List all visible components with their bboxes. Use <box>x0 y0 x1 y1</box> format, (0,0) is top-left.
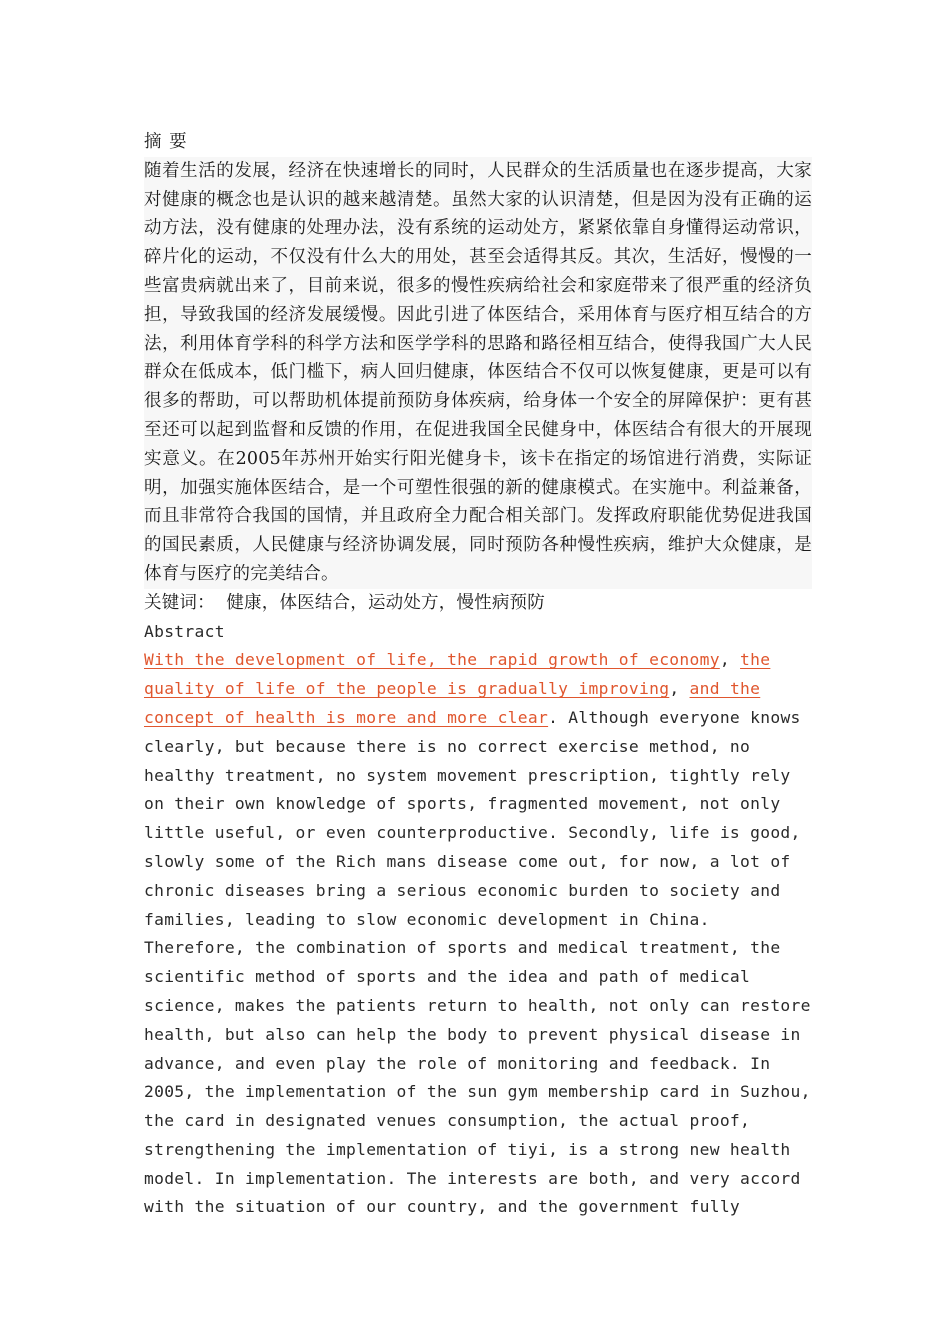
document-content <box>144 128 812 1222</box>
abstract-heading-en: Abstract <box>144 621 225 641</box>
separator-2: , <box>669 679 690 699</box>
highlighted-phrase-2: the quality of life of the people is gradually improving <box>144 650 771 699</box>
keywords-label: 关键词： <box>144 592 215 613</box>
abstract-body-cn: 随着生活的发展，经济在快速增长的同时，人民群众的生活质量也在逐步提高，大家对健康的概念也是认识的越来越清楚。虽然大家的认识清楚，但是因为没有正确的运动方法，没有健康的处理办法，没有系统的运动处方，紧紧依靠自身懂得运动常识，碎片化的运动，不仅没有什么大的用处，甚至会适得其反。其次，生活好，慢慢的一些富贵病就出来了，目前来说，很多的慢性疾病给社会和家庭带来了很严重的经济负担，导致我国的经济发展缓慢。因此引进了体医结合，采用体育与医疗相互结合的方法，利用体育学科的科学方法和医学学科的思路和路径相互结合，使得我国广大人民群众在低成本，低门槛下，病人回归健康，体医结合不仅可以恢复健康，更是可以有很多的帮助，可以帮助机体提前预防身体疾病，给身体一个安全的屏障保护：更有甚至还可以起到监督和反馈的作用，在促进我国全民健身中，体医结合有很大的开展现实意义。在2005年苏州开始实行阳光健身卡，该卡在指定的场馆进行消费，实际证明，加强实施体医结合，是一个可塑性很强的新的健康模式。在实施中。利益兼备，而且非常符合我国的国情，并且政府全力配合相关部门。发挥政府职能优势促进我国的国民素质，人民健康与经济协调发展，同时预防各种慢性疾病，维护大众健康，是体育与医疗的完美结合。 <box>144 157 812 589</box>
separator-1: , <box>719 650 741 670</box>
highlighted-phrase-1: With the development of life, the rapid growth of economy <box>144 650 720 670</box>
keywords-line <box>144 589 812 618</box>
abstract-heading-cn: 摘 要 <box>144 132 188 152</box>
abstract-body-en-rest: . Although everyone knows clearly, but because there is no correct exercise method, no healthy treatment, no system movement prescription, tightly rely on their own knowledge of sports, fragmented movement, not only little useful, or even counterproductive. Secondly, life is good, slowly some of the Rich mans disease come out, for now, a lot of chronic diseases bring a serious economic burden to society and families, leading to slow economic development in China. Therefore, the combination of sports and medical treatment, the scientific method of sports and the idea and path of medical science, makes the patients return to health, not only can restore health, but also can help the body to prevent physical disease in advance, and even play the role of monitoring and feedback. In 2005, the implementation of the sun gym membership card in Suzhou, the card in designated venues consumption, the actual proof, strengthening the implementation of tiyi, is a strong new health model. In implementation. The interests are both, and very accord with the situation of our country, and the government fully <box>144 707 811 1217</box>
highlighted-phrase-3: and the concept of health is more and more clear <box>144 679 761 727</box>
keywords-text: 健康，体医结合，运动处方，慢性病预防 <box>226 592 545 613</box>
abstract-body-en <box>144 646 812 1222</box>
